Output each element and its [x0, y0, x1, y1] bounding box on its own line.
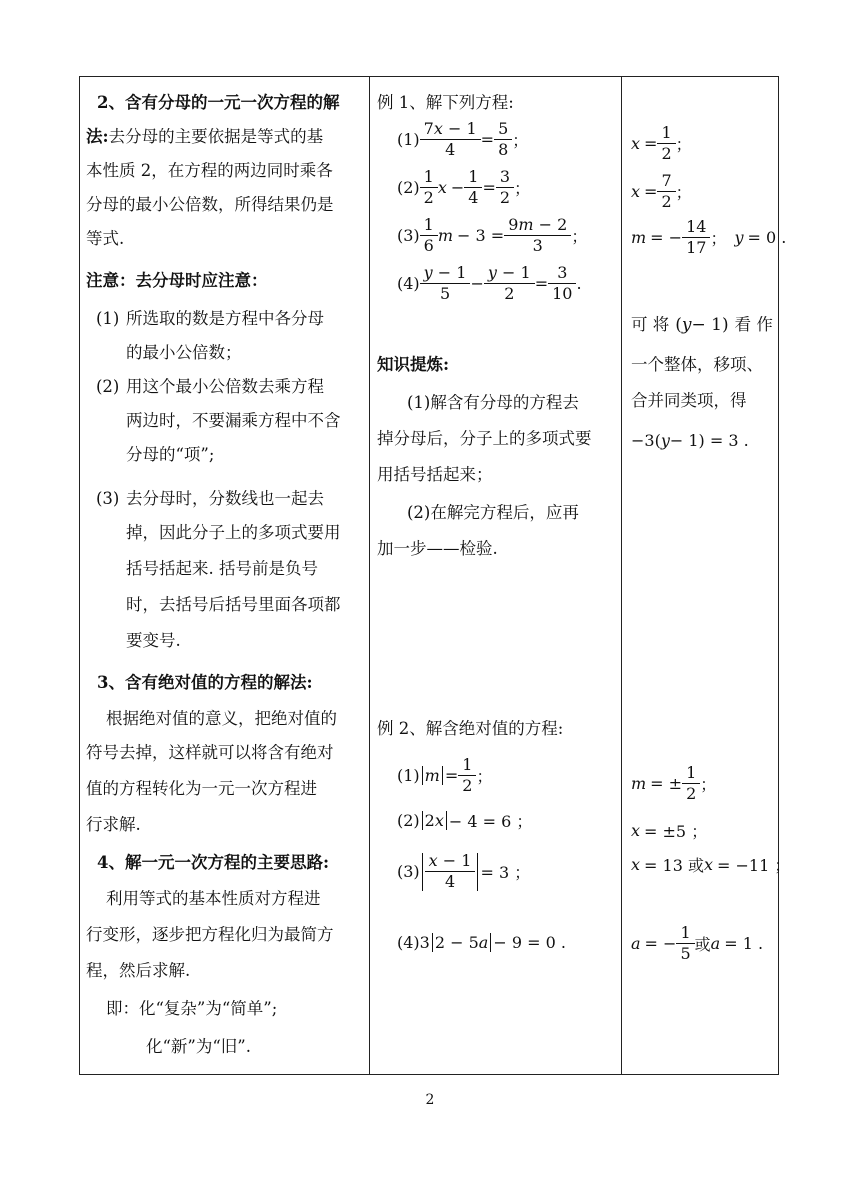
equation-1-4: (4) $\frac{y - 1}{5}$ − $\frac{y - 1}{2}$ = $\frac{3}{10}$ . [397, 263, 582, 303]
section3-line4: 行求解. [86, 815, 141, 834]
note2-line1: 用这个最小公倍数去乘方程 [126, 377, 324, 396]
hint-line1: 可 将 ( y − 1) 看 作 [631, 315, 773, 335]
equation-2-4: (4)3 2 − 5 a − 9 = 0 . [397, 933, 566, 952]
tip2-line1: (2)在解完方程后，应再 [407, 503, 579, 522]
example1-title: 例 1、解下列方程: [377, 93, 514, 112]
answer-2-1: m = ± $\frac{1}{2}$ ； [631, 763, 717, 803]
equation-2-3: (3) $\frac{x - 1}{4}$ = 3 ； [397, 851, 531, 891]
section4-line3: 程，然后求解. [86, 961, 191, 980]
section2-text-line5: 等式. [86, 229, 125, 248]
note3-number: (3) [96, 489, 120, 508]
note2-line3: 分母的“项”; [126, 445, 215, 464]
note3-line4: 时，去括号后括号里面各项都 [126, 595, 341, 614]
note2-number: (2) [96, 377, 120, 396]
page-number: 2 [425, 1092, 435, 1108]
hint-line3: 合并同类项，得 [631, 391, 747, 410]
section4-line1: 利用等式的基本性质对方程进 [106, 889, 321, 908]
section4-title: 4、解一元一次方程的主要思路: [97, 853, 330, 872]
column-concepts [80, 77, 370, 1074]
content-table [79, 76, 791, 1075]
answer-1-3: m = − $\frac{14}{17}$ ； y = 0 . [631, 217, 787, 257]
section4-line5: 化“新”为“旧”. [146, 1037, 251, 1056]
tip1-line3: 用括号括起来； [377, 465, 493, 484]
note3-line5: 要变号. [126, 631, 181, 650]
hint-line2: 一个整体，移项、 [631, 355, 763, 374]
section3-line1: 根据绝对值的意义，把绝对值的 [106, 709, 337, 728]
answer-2-2: x = ±5 ； [631, 821, 708, 841]
tip1-line2: 掉分母后，分子上的多项式要 [377, 429, 592, 448]
section4-line4: 即：化“复杂”为“简单”; [106, 999, 278, 1018]
section2-text-line3: 本性质 2，在方程的两边同时乘各 [86, 161, 333, 180]
equation-1-1: (1) $\frac{7x - 1}{4}$ = $\frac{5}{8}$ ； [397, 119, 529, 159]
answer-1-2: x = $\frac{7}{2}$ ； [631, 171, 692, 211]
section2-title: 2、含有分母的一元一次方程的解 [97, 93, 340, 112]
hint-result: −3( y − 1) = 3 . [631, 431, 749, 450]
equation-2-1: (1) m = $\frac{1}{2}$ ； [397, 755, 493, 795]
note1-line1: 所选取的数是方程中各分母 [126, 309, 324, 328]
equation-2-2: (2) 2 x − 4 = 6 ； [397, 811, 533, 831]
note3-line2: 掉，因此分子上的多项式要用 [126, 523, 341, 542]
section3-title: 3、含有绝对值的方程的解法: [97, 673, 313, 692]
answer-2-4: a = − $\frac{1}{5}$ 或 a = 1 . [631, 923, 764, 963]
note1-number: (1) [96, 309, 120, 328]
section4-line2: 行变形，逐步把方程化归为最简方 [86, 925, 334, 944]
section3-line3: 值的方程转化为一元一次方程进 [86, 779, 317, 798]
note1-line2: 的最小公倍数； [126, 343, 242, 362]
section2-text-line4: 分母的最小公倍数，所得结果仍是 [86, 195, 334, 214]
equation-1-2: (2) $\frac{1}{2}$ x − $\frac{1}{4}$ = $\frac{3}{2}$ ； [397, 167, 531, 207]
tip1-line1: (1)解含有分母的方程去 [407, 393, 579, 412]
note2-line2: 两边时，不要漏乘方程中不含 [126, 411, 341, 430]
equation-1-3: (3) $\frac{1}{6}$ m − 3 = $\frac{9m - 2}{3}$ ； [397, 215, 588, 255]
answer-2-3: x = 13 或 x = −11 ； [631, 855, 791, 875]
section3-line2: 符号去掉，这样就可以将含有绝对 [86, 743, 334, 762]
tip2-line2: 加一步——检验. [377, 539, 498, 558]
note3-line3: 括号括起来. 括号前是负号 [126, 559, 318, 578]
tips-title: 知识提炼: [377, 355, 450, 374]
note-title: 注意：去分母时应注意： [86, 271, 268, 290]
answer-1-1: x = $\frac{1}{2}$ ； [631, 123, 692, 163]
note3-line1: 去分母时，分数线也一起去 [126, 489, 324, 508]
column-answers [621, 77, 791, 1074]
section2-text-line2: 法:去分母的主要依据是等式的基 [86, 127, 324, 146]
column-examples [369, 77, 622, 1074]
example2-title: 例 2、解含绝对值的方程: [377, 719, 564, 738]
